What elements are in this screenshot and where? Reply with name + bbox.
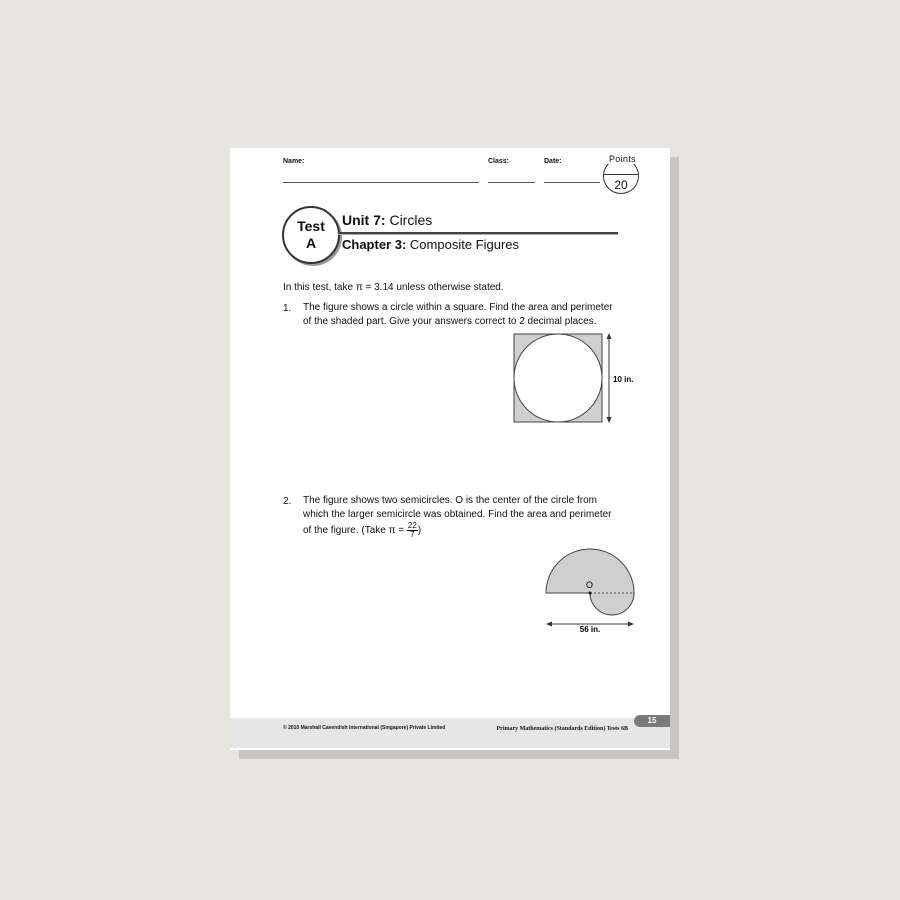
- question-1-text: [303, 301, 643, 329]
- center-label: O: [586, 580, 594, 590]
- small-semicircle-shape: [590, 593, 634, 615]
- points-value: 20: [614, 178, 628, 192]
- book-title: Primary Mathematics (Standards Edition) Tests 6B: [496, 726, 628, 732]
- semicircles-figure: [540, 543, 640, 633]
- question-2-line2: which the larger semicircle was obtained. Find the area and perimeter: [303, 509, 612, 520]
- question-2-line3-suffix: ): [417, 525, 422, 537]
- page-number: 15: [647, 716, 657, 725]
- test-word: Test: [297, 218, 325, 234]
- side-length-label: 10 in.: [613, 375, 634, 384]
- question-2-line3-prefix: of the figure. (Take π =: [303, 525, 405, 537]
- intro-text: In this test, take π = 3.14 unless otherwise stated.: [283, 282, 504, 293]
- unit-title: [342, 212, 432, 228]
- question-2-text: [303, 494, 643, 539]
- question-2-line3: [303, 522, 643, 539]
- page-number-tab: [634, 715, 670, 727]
- arrow-right-icon: [628, 622, 634, 627]
- worksheet-page: [230, 148, 670, 750]
- footer-bar: [230, 718, 670, 748]
- fraction-numerator: 22: [407, 521, 417, 530]
- copyright-text: © 2010 Marshall Cavendish International (Singapore) Private Limited: [283, 725, 446, 731]
- chapter-title: [342, 237, 519, 252]
- unit-name: Circles: [389, 212, 433, 228]
- arrow-left-icon: [546, 622, 552, 627]
- inner-circle-shape: [514, 334, 602, 422]
- width-label: 56 in.: [579, 625, 601, 633]
- arrow-up-icon: [607, 333, 612, 339]
- class-label: Class:: [488, 158, 510, 165]
- title-rule: [338, 232, 618, 234]
- circle-in-square-figure: [510, 330, 640, 426]
- date-label: Date:: [544, 158, 562, 165]
- question-1-line2: of the shaded part. Give your answers correct to 2 decimal places.: [303, 316, 597, 327]
- points-divider: [604, 174, 638, 175]
- unit-prefix: Unit 7:: [342, 212, 386, 228]
- test-badge: [282, 206, 340, 264]
- points-label: Points: [609, 154, 636, 164]
- fraction-denominator: 7: [410, 530, 415, 539]
- pi-fraction: [407, 522, 418, 539]
- question-2-line1: The figure shows two semicircles. O is the center of the circle from: [303, 495, 597, 506]
- class-line: [488, 182, 535, 183]
- test-letter: A: [305, 235, 317, 251]
- chapter-name: Composite Figures: [409, 237, 520, 252]
- chapter-prefix: Chapter 3:: [342, 237, 407, 252]
- name-label: Name:: [283, 158, 305, 165]
- date-line: [544, 182, 600, 183]
- question-1-number: 1.: [283, 303, 292, 314]
- name-line: [283, 182, 479, 183]
- center-point: [589, 592, 592, 595]
- arrow-down-icon: [607, 417, 612, 423]
- question-1-line1: The figure shows a circle within a square. Find the area and perimeter: [303, 302, 613, 313]
- question-2-number: 2.: [283, 496, 292, 507]
